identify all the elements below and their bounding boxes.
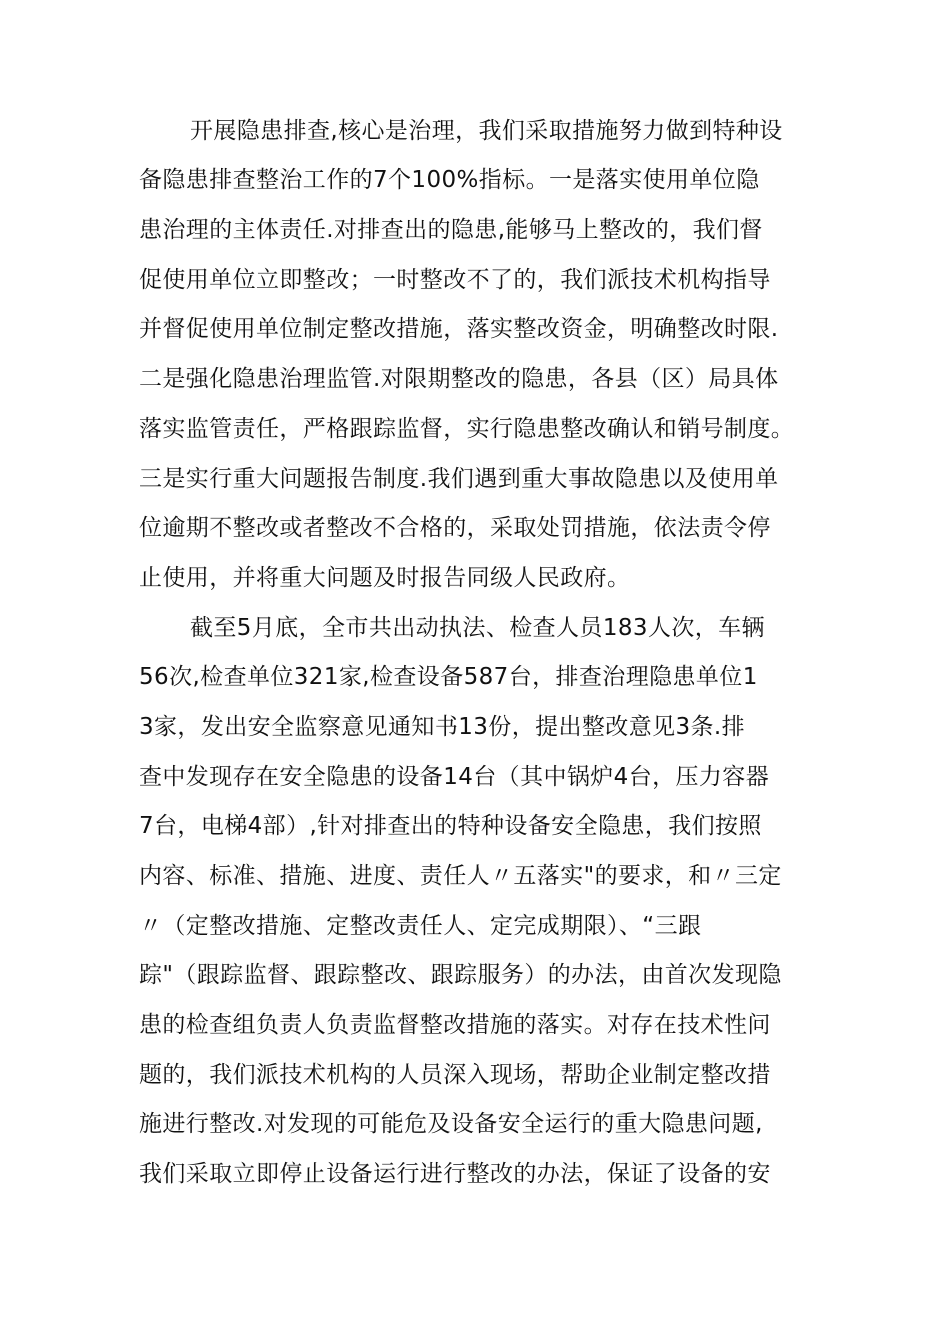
text-line: 踪"（跟踪监督、跟踪整改、跟踪服务）的办法，由首次发现隐 (139, 962, 782, 988)
text-line: 落实监管责任，严格跟踪监督，实行隐患整改确认和销号制度。 (139, 416, 795, 442)
text-line: 施进行整改.对发现的可能危及设备安全运行的重大隐患问题, (139, 1111, 763, 1137)
text-line: 〃（定整改措施、定整改责任人、定完成期限）、“三跟 (139, 913, 702, 939)
text-line: 患的检查组负责人负责监督整改措施的落实。对存在技术性问 (139, 1012, 771, 1038)
text-line: 备隐患排查整治工作的7个100%指标。一是落实使用单位隐 (139, 167, 760, 193)
text-line: 促使用单位立即整改；一时整改不了的，我们派技术机构指导 (139, 267, 771, 293)
text-line: 三是实行重大问题报告制度.我们遇到重大事故隐患以及使用单 (139, 466, 779, 492)
text-line: 题的，我们派技术机构的人员深入现场，帮助企业制定整改措 (139, 1062, 771, 1088)
text-line: 内容、标准、措施、进度、责任人〃五落实"的要求，和〃三定 (139, 863, 782, 889)
text-line: 止使用，并将重大问题及时报告同级人民政府。 (139, 565, 631, 591)
text-line: 56次,检查单位321家,检查设备587台，排查治理隐患单位1 (139, 664, 758, 690)
text-line: 查中发现存在安全隐患的设备14台（其中锅炉4台，压力容器 (139, 764, 770, 790)
text-line: 并督促使用单位制定整改措施，落实整改资金，明确整改时限. (139, 316, 779, 342)
text-line: 开展隐患排查,核心是治理，我们采取措施努力做到特种设 (190, 118, 783, 144)
text-line: 7台，电梯4部）,针对排查出的特种设备安全隐患，我们按照 (139, 813, 762, 839)
text-line: 患治理的主体责任.对排查出的隐患,能够马上整改的，我们督 (139, 217, 763, 243)
text-line: 二是强化隐患治理监管.对限期整改的隐患，各县（区）局具体 (139, 366, 779, 392)
text-line: 位逾期不整改或者整改不合格的，采取处罚措施，依法责令停 (139, 515, 771, 541)
text-line: 3家，发出安全监察意见通知书13份，提出整改意见3条.排 (139, 714, 746, 740)
text-line: 截至5月底，全市共出动执法、检查人员183人次，车辆 (190, 615, 765, 641)
text-line: 我们采取立即停止设备运行进行整改的办法，保证了设备的安 (139, 1161, 771, 1187)
